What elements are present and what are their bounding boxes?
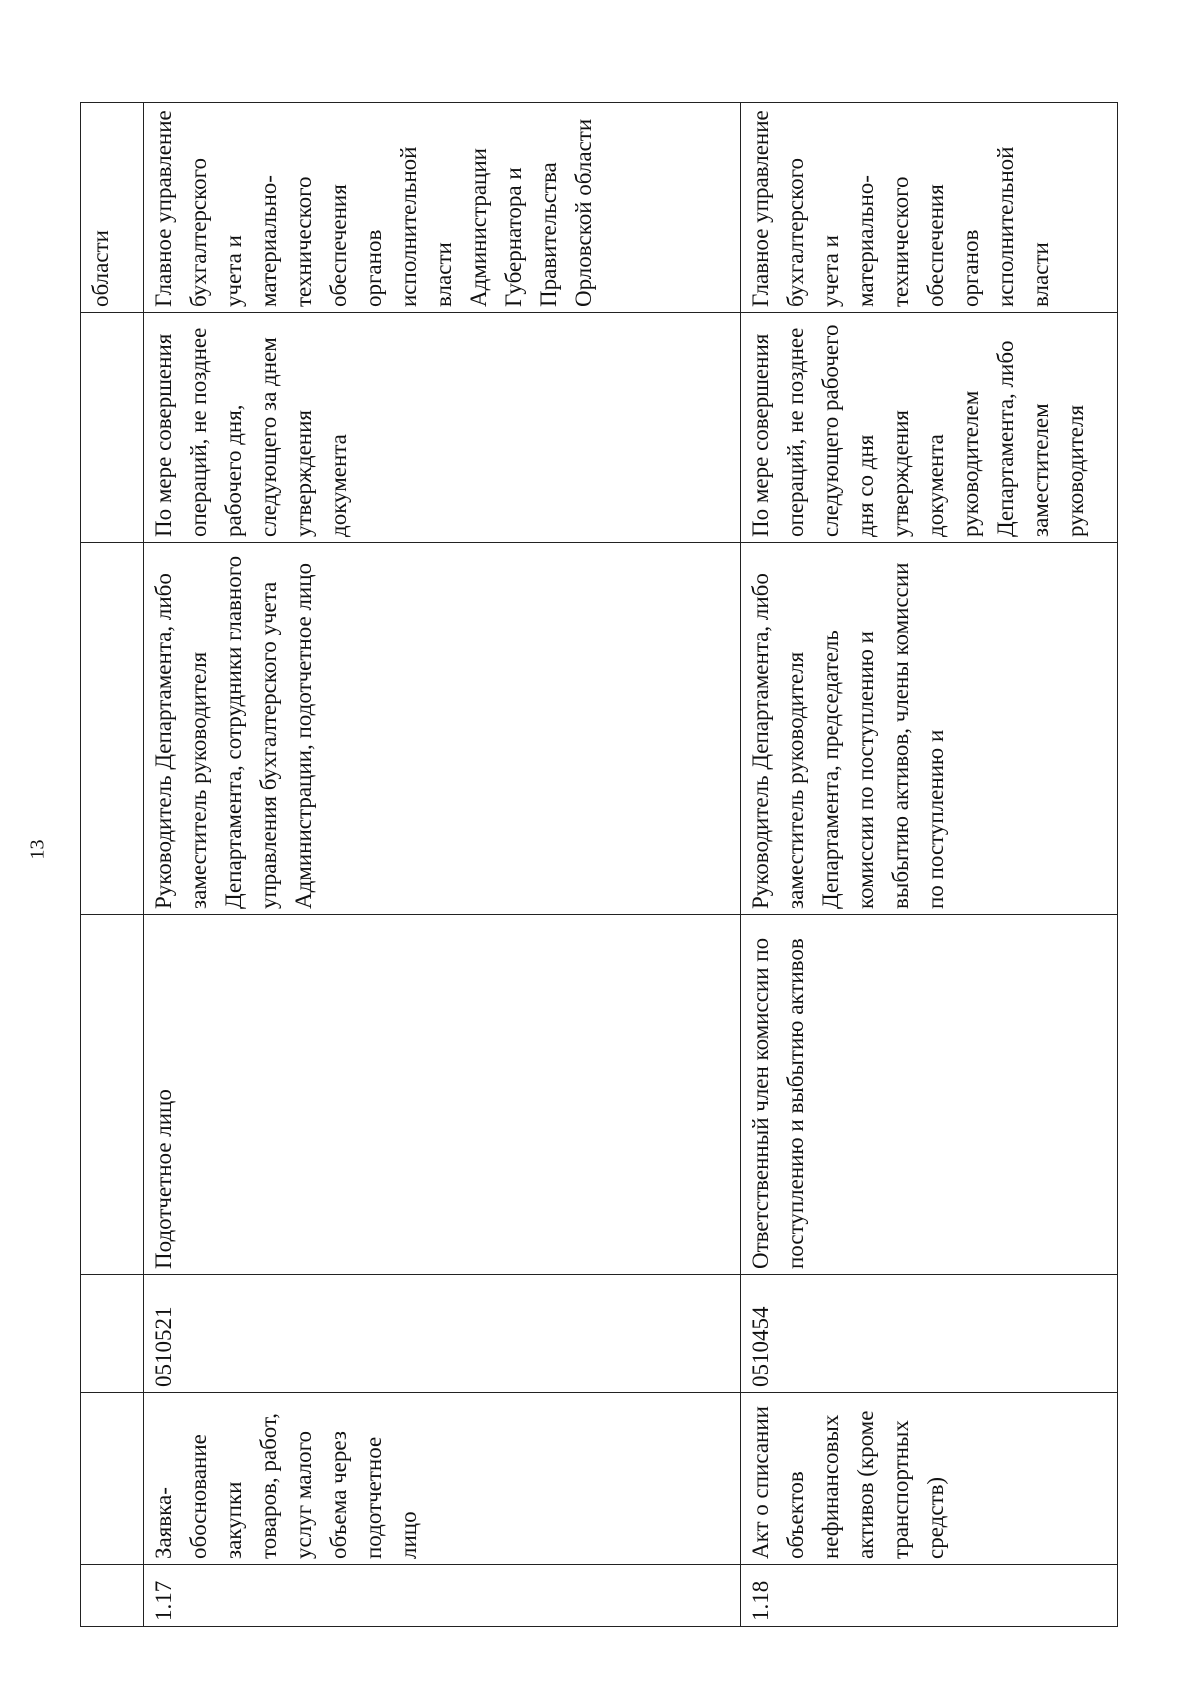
form-code: 0510521 xyxy=(144,1275,741,1393)
recipient: Главное управление бухгалтерского учета и материально-технического обеспечения органов исполнительной власти xyxy=(741,103,1118,313)
table-continuation-row xyxy=(81,103,144,1627)
preparer: Ответственный член комиссии по поступлению и выбытию активов xyxy=(741,915,1118,1275)
document-flow-table xyxy=(80,102,1118,1627)
table-container xyxy=(80,103,1110,1627)
row-number: 1.17 xyxy=(144,1565,741,1627)
top-cell-document xyxy=(81,1393,144,1565)
top-cell-code xyxy=(81,1275,144,1393)
top-cell-deadline xyxy=(81,313,144,543)
preparer: Подотчетное лицо xyxy=(144,915,741,1275)
deadline: По мере совершения операций, не позднее следующего рабочего дня со дня утверждения документа руководителем Департамента, либо заместителем руководителя xyxy=(741,313,1118,543)
document-name: Заявка-обоснование закупки товаров, работ, услуг малого объема через подотчетное лицо xyxy=(144,1393,741,1565)
deadline: По мере совершения операций, не позднее рабочего дня, следующего за днем утверждения документа xyxy=(144,313,741,543)
row-number: 1.18 xyxy=(741,1565,1118,1627)
top-cell-signers xyxy=(81,543,144,915)
signers: Руководитель Департамента, либо заместитель руководителя Департамента, сотрудники главного управления бухгалтерского учета Администрации, подотчетное лицо xyxy=(144,543,741,915)
top-cell-recipient: области xyxy=(81,103,144,313)
document-name: Акт о списании объектов нефинансовых активов (кроме транспортных средств) xyxy=(741,1393,1118,1565)
page-number: 13 xyxy=(26,839,49,860)
table-row xyxy=(144,103,741,1627)
recipient: Главное управление бухгалтерского учета и материально-технического обеспечения органов исполнительной власти Администрации Губернатора и Правительства Орловской области xyxy=(144,103,741,313)
top-cell-preparer xyxy=(81,915,144,1275)
form-code: 0510454 xyxy=(741,1275,1118,1393)
top-cell-number xyxy=(81,1565,144,1627)
table-row xyxy=(741,103,1118,1627)
signers: Руководитель Департамента, либо заместитель руководителя Департамента, председатель комиссии по поступлению и выбытию активов, члены комиссии по поступлению и xyxy=(741,543,1118,915)
